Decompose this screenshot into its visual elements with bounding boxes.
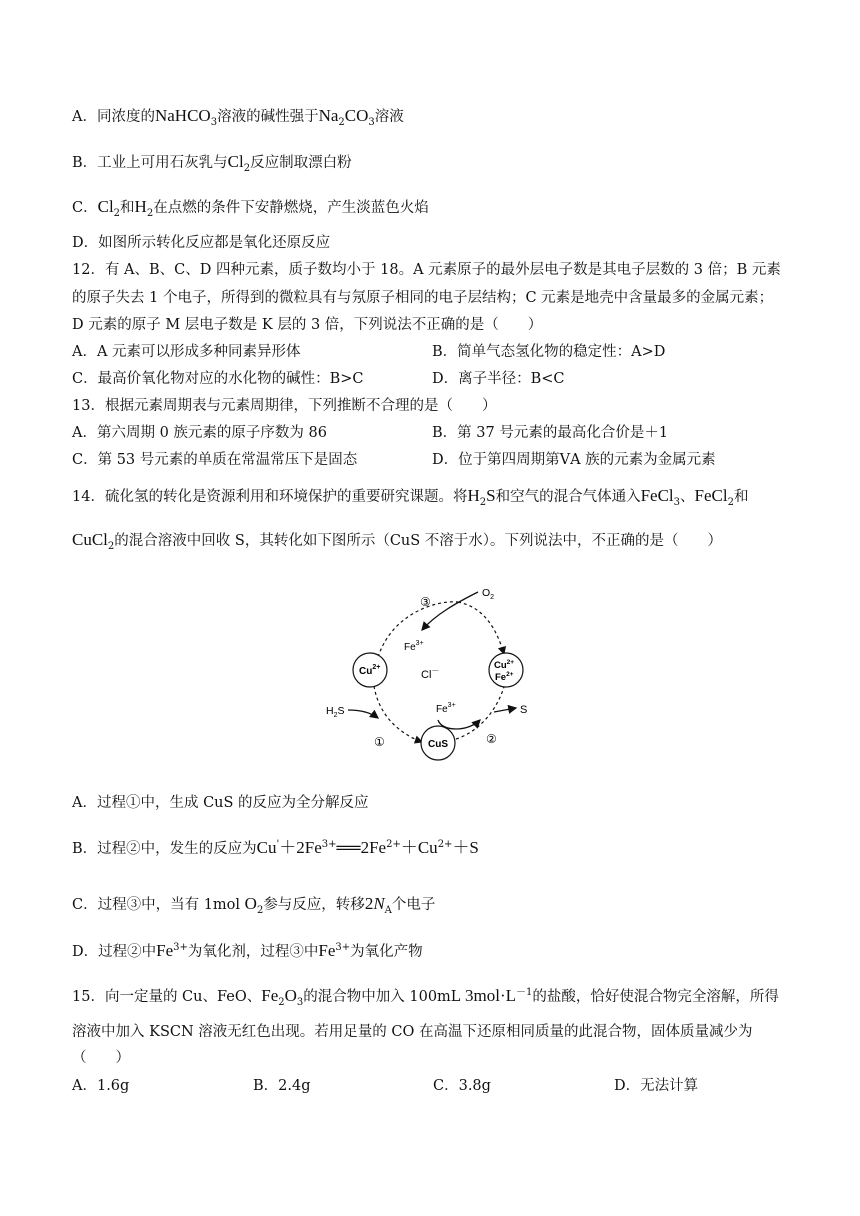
- q15-stem-line-2: 溶液中加入 KSCN 溶液无红色出现。若用足量的 CO 在高温下还原相同质量的此混合物，固体质量减少为: [72, 1024, 753, 1040]
- q15-option-b: B．2.4g: [253, 1078, 311, 1094]
- q12-option-d: D．离子半径：B<C: [432, 371, 565, 387]
- chloride-label: Cl－: [421, 666, 440, 681]
- q14-option-c: C．过程③中，当有 1mol $O_2$参与反应，转移$2N_A$个电子: [72, 894, 436, 916]
- q12-option-c: C．最高价氧化物对应的水化物的碱性：B>C: [72, 371, 364, 387]
- dashed-arc-bottom-left: [374, 686, 422, 742]
- q15-stem-line-1: 15．向一定量的 Cu、FeO、$Fe_2O_3$的混合物中加入 100mL $3mol\cdot L^{-1}$的盐酸，恰好使混合物完全溶解，所得: [72, 986, 779, 1008]
- fe3-bottom-label: $Fe^{3+}$: [436, 702, 456, 715]
- sulfur-label: S: [520, 704, 528, 716]
- step3-label: ③: [420, 595, 431, 609]
- q13-option-a: A．第六周期 0 族元素的原子序数为 86: [72, 425, 327, 441]
- q14-stem-line-2: CuCl$_2$的混合溶液中回收 S，其转化如下图所示（CuS 不溶于水）。下列说法中，不正确的是（ ）: [72, 530, 723, 552]
- q11-option-d: D．如图所示转化反应都是氧化还原反应: [72, 235, 331, 251]
- o2-label: $O_2$: [482, 587, 495, 601]
- q14-stem-line-1: 14．硫化氢的转化是资源利用和环境保护的重要研究课题。将$H_2S$和空气的混合气体通入FeCl$_3$、FeCl$_2$和: [72, 486, 749, 508]
- q13-stem: 13．根据元素周期表与元素周期律，下列推断不合理的是（ ）: [72, 398, 497, 414]
- q12-stem-line-3: D 元素的原子 M 层电子数是 K 层的 3 倍，下列说法不正确的是（ ）: [72, 317, 543, 333]
- q12-stem-line-1: 12．有 A、B、C、D 四种元素，质子数均小于 18。A 元素原子的最外层电子数是其电子层数的 3 倍；B 元素: [72, 262, 781, 278]
- h2s-label: $H_2S$: [326, 705, 345, 719]
- fe2-right-label: $Fe^{2+}$: [495, 671, 514, 683]
- q14-option-a: A．过程①中，生成 CuS 的反应为全分解反应: [72, 795, 369, 811]
- cus-label: CuS: [428, 739, 448, 750]
- h2s-arrow: [348, 710, 378, 718]
- q15-stem-line-3: （ ）: [72, 1050, 130, 1066]
- dashed-arc-top-right: [458, 602, 504, 654]
- q15-option-a: A．1.6g: [72, 1078, 130, 1094]
- q11-option-a: A．同浓度的NaHCO$_3$溶液的碱性强于$Na_2CO_3$溶液: [72, 106, 404, 128]
- q15-option-d: D．无法计算: [614, 1078, 699, 1094]
- dashed-arc-bottom-right: [456, 687, 504, 739]
- cuS-cycle-diagram: [318, 582, 548, 767]
- q13-option-c: C．第 53 号元素的单质在常温常压下是固态: [72, 452, 358, 468]
- q13-option-b: B．第 37 号元素的最高化合价是＋1: [432, 425, 669, 441]
- q12-stem-line-2: 的原子失去 1 个电子，所得到的微粒具有与氖原子相同的电子层结构；C 元素是地壳中含量最多的金属元素；: [72, 290, 774, 306]
- q11-option-b: B．工业上可用石灰乳与$Cl_2$反应制取漂白粉: [72, 152, 352, 174]
- q11-option-c: C．$Cl_2$和$H_2$在点燃的条件下安静燃烧，产生淡蓝色火焰: [72, 197, 429, 219]
- to-s-arrow: [494, 708, 516, 712]
- q15-option-c: C．3.8g: [433, 1078, 491, 1094]
- step2-label: ②: [486, 732, 497, 746]
- step1-label: ①: [374, 735, 385, 749]
- fe3-top-label: $Fe^{3+}$: [404, 640, 424, 653]
- q14-option-d: D．过程②中$Fe^{3+}$为氧化剂，过程③中$Fe^{3+}$为氧化产物: [72, 941, 423, 960]
- q14-option-b: B．过程②中，发生的反应为$Cu'+2Fe^{3+}══2Fe^{2+}+Cu^{2+}+S$: [72, 838, 479, 857]
- q13-option-d: D．位于第四周期第ⅤA 族的元素为金属元素: [432, 452, 716, 468]
- q12-option-a: A．A 元素可以形成多种同素异形体: [72, 344, 301, 360]
- q12-option-b: B．简单气态氢化物的稳定性：A>D: [432, 344, 666, 360]
- cu2-right-label: $Cu^{2+}$: [494, 659, 515, 671]
- cu2-label: $Cu^{2+}$: [359, 664, 381, 677]
